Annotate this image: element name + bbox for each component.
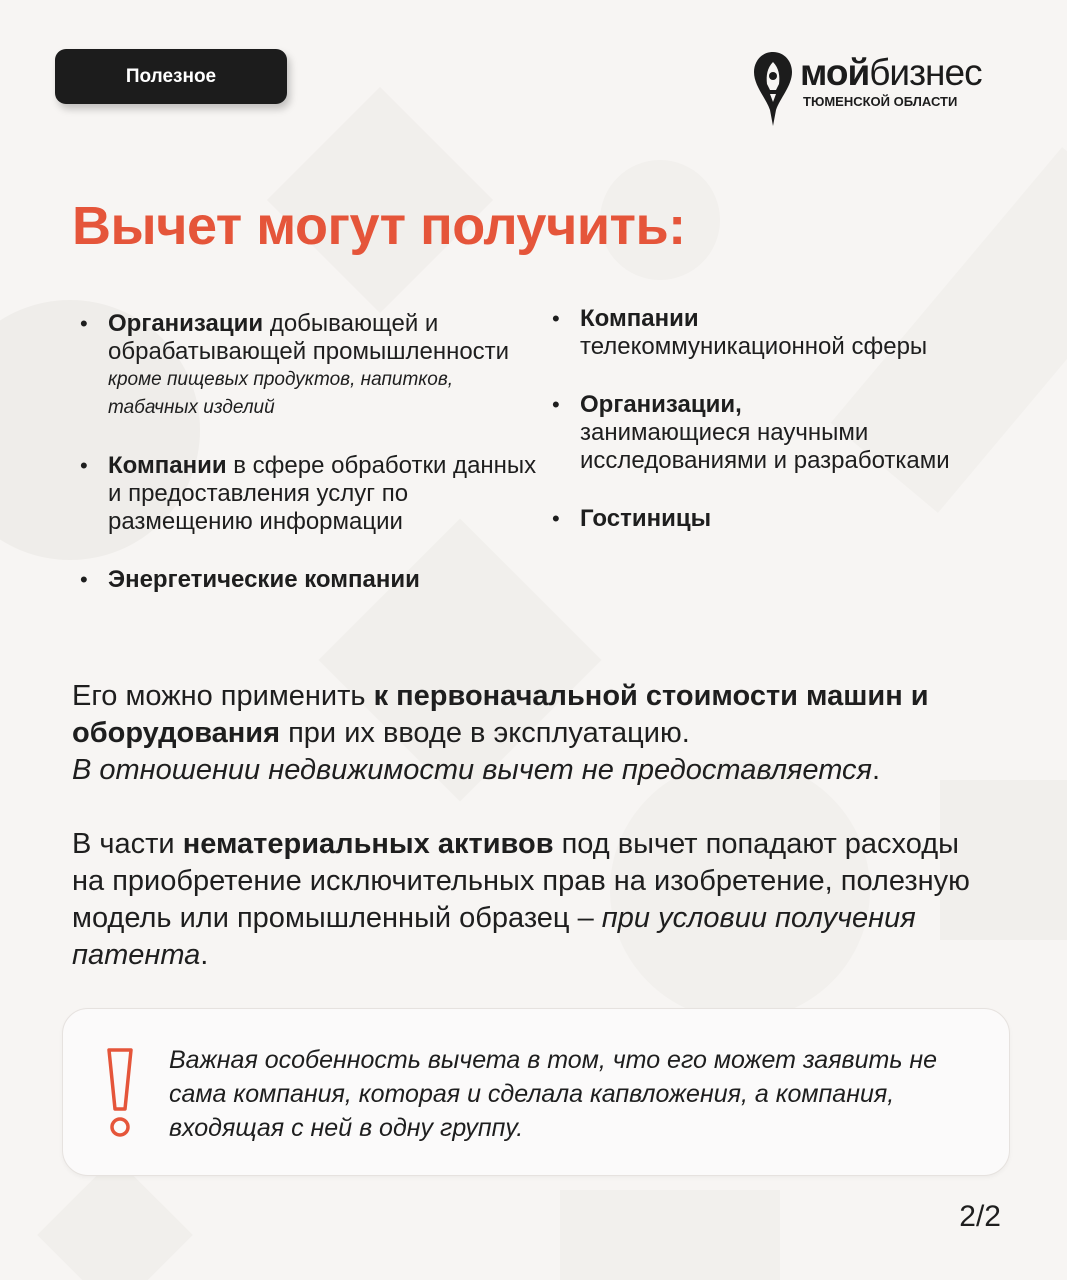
logo-subtitle: ТЮМЕНСКОЙ ОБЛАСТИ: [803, 94, 958, 109]
page-counter: 2/2: [959, 1200, 1001, 1233]
equipment-paragraph: Его можно применить к первоначальной стоимости машин и оборудования при их вводе в эксплуатацию. В отношении недвижимости вычет не предоставляется.: [72, 680, 929, 786]
category-tag: [55, 49, 287, 104]
intangible-assets-paragraph: В части нематериальных активов под вычет попадают расходы на приобретение исключительных прав на изобретение, полезную модель или промышленный образец – при условии получения патента.: [72, 828, 970, 971]
important-note-text: Важная особенность вычета в том, что его может заявить не сама компания, которая и сделала капвложения, а компания, входящая с ней в одну группу.: [169, 1046, 938, 1142]
page-title: Вычет могут получить:: [72, 196, 686, 256]
category-tag-label: Полезное: [125, 65, 217, 87]
left-list: [80, 310, 540, 594]
list-item: • Организации, занимающиеся научными исследованиями и разработками: [552, 391, 992, 475]
list-item: • Энергетические компании: [80, 566, 540, 594]
logo: [752, 50, 1012, 130]
list-item: • Организации добывающей и обрабатывающей промышленности кроме пищевых продуктов, напитков, табачных изделий: [80, 310, 540, 422]
list-item: • Компании телекоммуникационной сферы: [552, 305, 992, 361]
exclamation-icon: [105, 1047, 135, 1139]
rocket-pin-icon: [752, 50, 794, 128]
logo-wordmark: мойбизнес: [800, 52, 982, 93]
list-item: • Компании в сфере обработки данных и предоставления услуг по размещению информации: [80, 452, 540, 536]
important-note-callout: [62, 1008, 1010, 1176]
list-item-note: кроме пищевых продуктов, напитков, табачных изделий: [108, 369, 454, 418]
right-list: [552, 305, 992, 533]
list-item: • Гостиницы: [552, 505, 992, 533]
